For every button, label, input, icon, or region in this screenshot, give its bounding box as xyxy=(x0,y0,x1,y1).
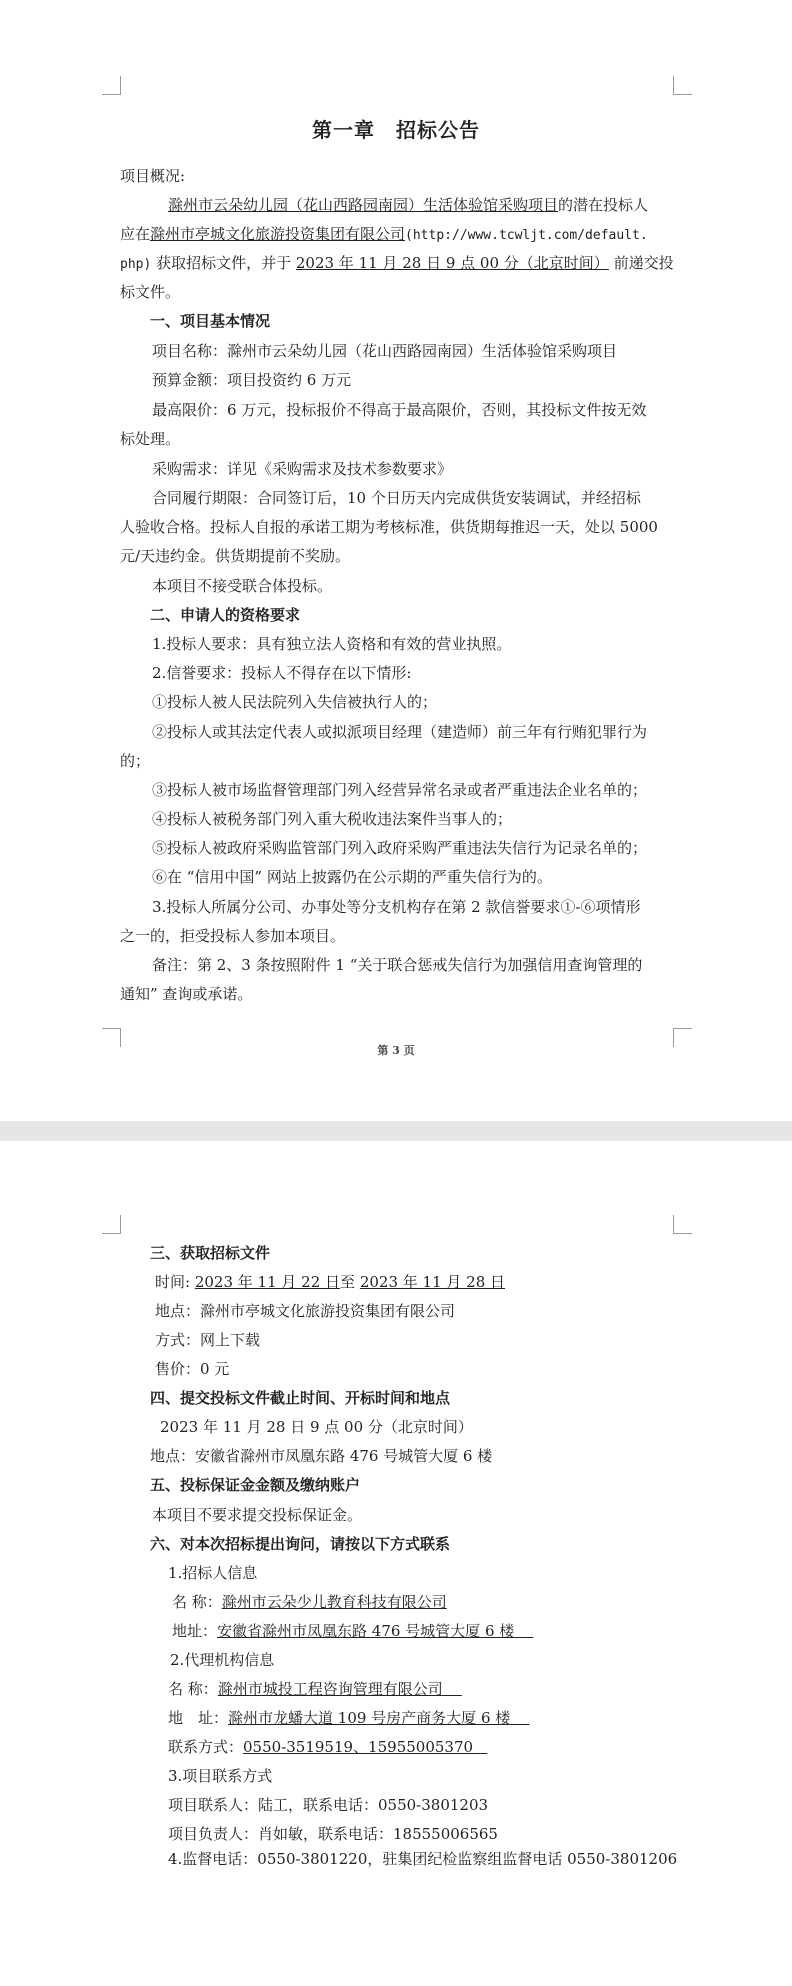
remark: 备注：第 2、3 条按照附件 1 “关于联合惩戒失信行为加强信用查询管理的 xyxy=(152,956,643,974)
overview-label: 项目概况: xyxy=(120,167,186,185)
bid-deadline: 2023 年 11 月 28 日 9 点 00 分（北京时间） xyxy=(160,1418,473,1436)
agency-url: (http://www.tcwljt.com/default. xyxy=(405,228,648,243)
agency-address-value: 滁州市龙蟠大道 109 号房产商务大厦 6 楼 xyxy=(228,1709,511,1727)
price-limit-cont: 标处理。 xyxy=(120,430,181,448)
condition-1: ①投标人被人民法院列入失信被执行人的； xyxy=(152,693,438,711)
time-from: 2023 年 11 月 22 日 xyxy=(194,1273,341,1291)
intro-line-1 xyxy=(168,195,648,215)
procurement-need: 采购需求：详见《采购需求及技术参数要求》 xyxy=(152,460,453,478)
crop-mark-top-left xyxy=(102,1215,121,1234)
page-number: 第 3 页 xyxy=(377,1044,415,1057)
section-1-heading: 一、项目基本情况 xyxy=(150,312,271,330)
agency-info-heading: 2.代理机构信息 xyxy=(170,1651,275,1669)
document-price: 售价：0 元 xyxy=(155,1360,230,1378)
chapter-title: 第一章 招标公告 xyxy=(312,118,480,142)
tenderer-address xyxy=(172,1621,533,1641)
tenderer-name-value: 滁州市云朵少儿教育科技有限公司 xyxy=(221,1593,447,1611)
intro-line-3 xyxy=(120,253,674,275)
time-to-word: 至 xyxy=(340,1273,356,1291)
condition-3: ③投标人被市场监督管理部门列入经营异常名录或者严重违法企业名单的； xyxy=(152,781,648,799)
condition-5: ⑤投标人被政府采购监管部门列入政府采购严重违法失信行为记录名单的； xyxy=(152,839,648,857)
condition-2-cont: 的； xyxy=(120,752,151,770)
remark-cont: 通知” 查询或承诺。 xyxy=(120,985,253,1003)
intro-text: 前递交投 xyxy=(613,254,674,272)
tenderer-address-value: 安徽省滁州市凤凰东路 476 号城管大厦 6 楼 xyxy=(217,1622,515,1640)
project-contact-heading: 3.项目联系方式 xyxy=(168,1767,273,1785)
tenderer-name xyxy=(172,1592,447,1612)
intro-text: 的潜在投标人 xyxy=(558,196,649,214)
agency-address xyxy=(168,1708,529,1728)
time-to: 2023 年 11 月 28 日 xyxy=(359,1273,506,1291)
contract-period: 合同履行期限：合同签订后，10 个日历天内完成供货安装调试，并经招标 xyxy=(152,489,641,507)
condition-2: ②投标人或其法定代表人或拟派项目经理（建造师）前三年有行贿犯罪行为 xyxy=(152,723,648,741)
budget: 预算金额：项目投资约 6 万元 xyxy=(152,371,352,389)
obtain-time xyxy=(155,1272,505,1292)
project-lead: 项目负责人：肖如敏，联系电话：18555006565 xyxy=(168,1825,498,1843)
tenderer-info-heading: 1.招标人信息 xyxy=(168,1564,258,1582)
requirement-3-cont: 之一的，拒受投标人参加本项目。 xyxy=(120,927,346,945)
agency-url-end: php) xyxy=(120,257,152,272)
crop-mark-top-left xyxy=(102,76,121,95)
contract-period-cont: 人验收合格。投标人自报的承诺工期为考核标准，供货期每推迟一天，处以 5000 xyxy=(120,518,658,536)
name-label: 名 称： xyxy=(172,1593,222,1611)
section-5-heading: 五、投标保证金金额及缴纳账户 xyxy=(150,1476,361,1494)
submission-deadline: 2023 年 11 月 28 日 9 点 00 分（北京时间） xyxy=(295,254,609,272)
crop-mark-top-right xyxy=(673,76,692,95)
project-contact: 项目联系人：陆工，联系电话：0550-3801203 xyxy=(168,1796,489,1814)
agency-contact xyxy=(168,1737,487,1757)
intro-text: 获取招标文件，并于 xyxy=(156,254,292,272)
price-limit: 最高限价：6 万元，投标报价不得高于最高限价，否则，其投标文件按无效 xyxy=(152,401,647,419)
section-2-heading: 二、申请人的资格要求 xyxy=(150,606,301,624)
obtain-method: 方式：网上下载 xyxy=(155,1331,261,1349)
requirement-1: 1.投标人要求：具有独立法人资格和有效的营业执照。 xyxy=(152,635,512,653)
project-name-link: 滁州市云朵幼儿园（花山西路园南园）生活体验馆采购项目 xyxy=(168,196,559,214)
requirement-3: 3.投标人所属分公司、办事处等分支机构存在第 2 款信誉要求①-⑥项情形 xyxy=(152,898,641,916)
address-label: 地 址： xyxy=(168,1709,229,1727)
joint-bid-note: 本项目不接受联合体投标。 xyxy=(152,577,333,595)
obtain-place: 地点：滁州市亭城文化旅游投资集团有限公司 xyxy=(155,1302,456,1320)
contact-label: 联系方式： xyxy=(168,1738,244,1756)
agency-contact-value: 0550-3519519、15955005370 xyxy=(243,1738,474,1756)
condition-6: ⑥在 “信用中国” 网站上披露仍在公示期的严重失信行为的。 xyxy=(152,868,552,886)
project-name: 项目名称：滁州市云朵幼儿园（花山西路园南园）生活体验馆采购项目 xyxy=(152,342,618,360)
document-page-4 xyxy=(0,1141,792,1986)
section-6-heading: 六、对本次招标提出询问，请按以下方式联系 xyxy=(150,1535,451,1553)
condition-4: ④投标人被税务部门列入重大税收违法案件当事人的； xyxy=(152,810,513,828)
supervision-phone: 4.监督电话：0550-3801220，驻集团纪检监察组监督电话 0550-3801206 xyxy=(168,1850,678,1868)
bid-place: 地点：安徽省滁州市凤凰东路 476 号城管大厦 6 楼 xyxy=(150,1447,493,1465)
address-label: 地址： xyxy=(172,1622,218,1640)
deposit-note: 本项目不要求提交投标保证金。 xyxy=(152,1506,363,1524)
time-label: 时间: xyxy=(155,1273,191,1291)
agency-name xyxy=(168,1679,462,1699)
intro-text: 应在 xyxy=(120,225,151,243)
intro-line-2 xyxy=(120,224,648,246)
section-4-heading: 四、提交投标文件截止时间、开标时间和地点 xyxy=(150,1389,451,1407)
agency-name: 滁州市亭城文化旅游投资集团有限公司 xyxy=(150,225,406,243)
contract-period-cont: 元/天违约金。供货期提前不奖励。 xyxy=(120,547,351,565)
crop-mark-top-right xyxy=(673,1215,692,1234)
intro-line-4: 标文件。 xyxy=(120,283,181,301)
requirement-2: 2.信誉要求：投标人不得存在以下情形: xyxy=(152,664,412,682)
section-3-heading: 三、获取招标文件 xyxy=(150,1244,271,1262)
agency-name-value: 滁州市城投工程咨询管理有限公司 xyxy=(217,1680,443,1698)
name-label: 名 称： xyxy=(168,1680,218,1698)
